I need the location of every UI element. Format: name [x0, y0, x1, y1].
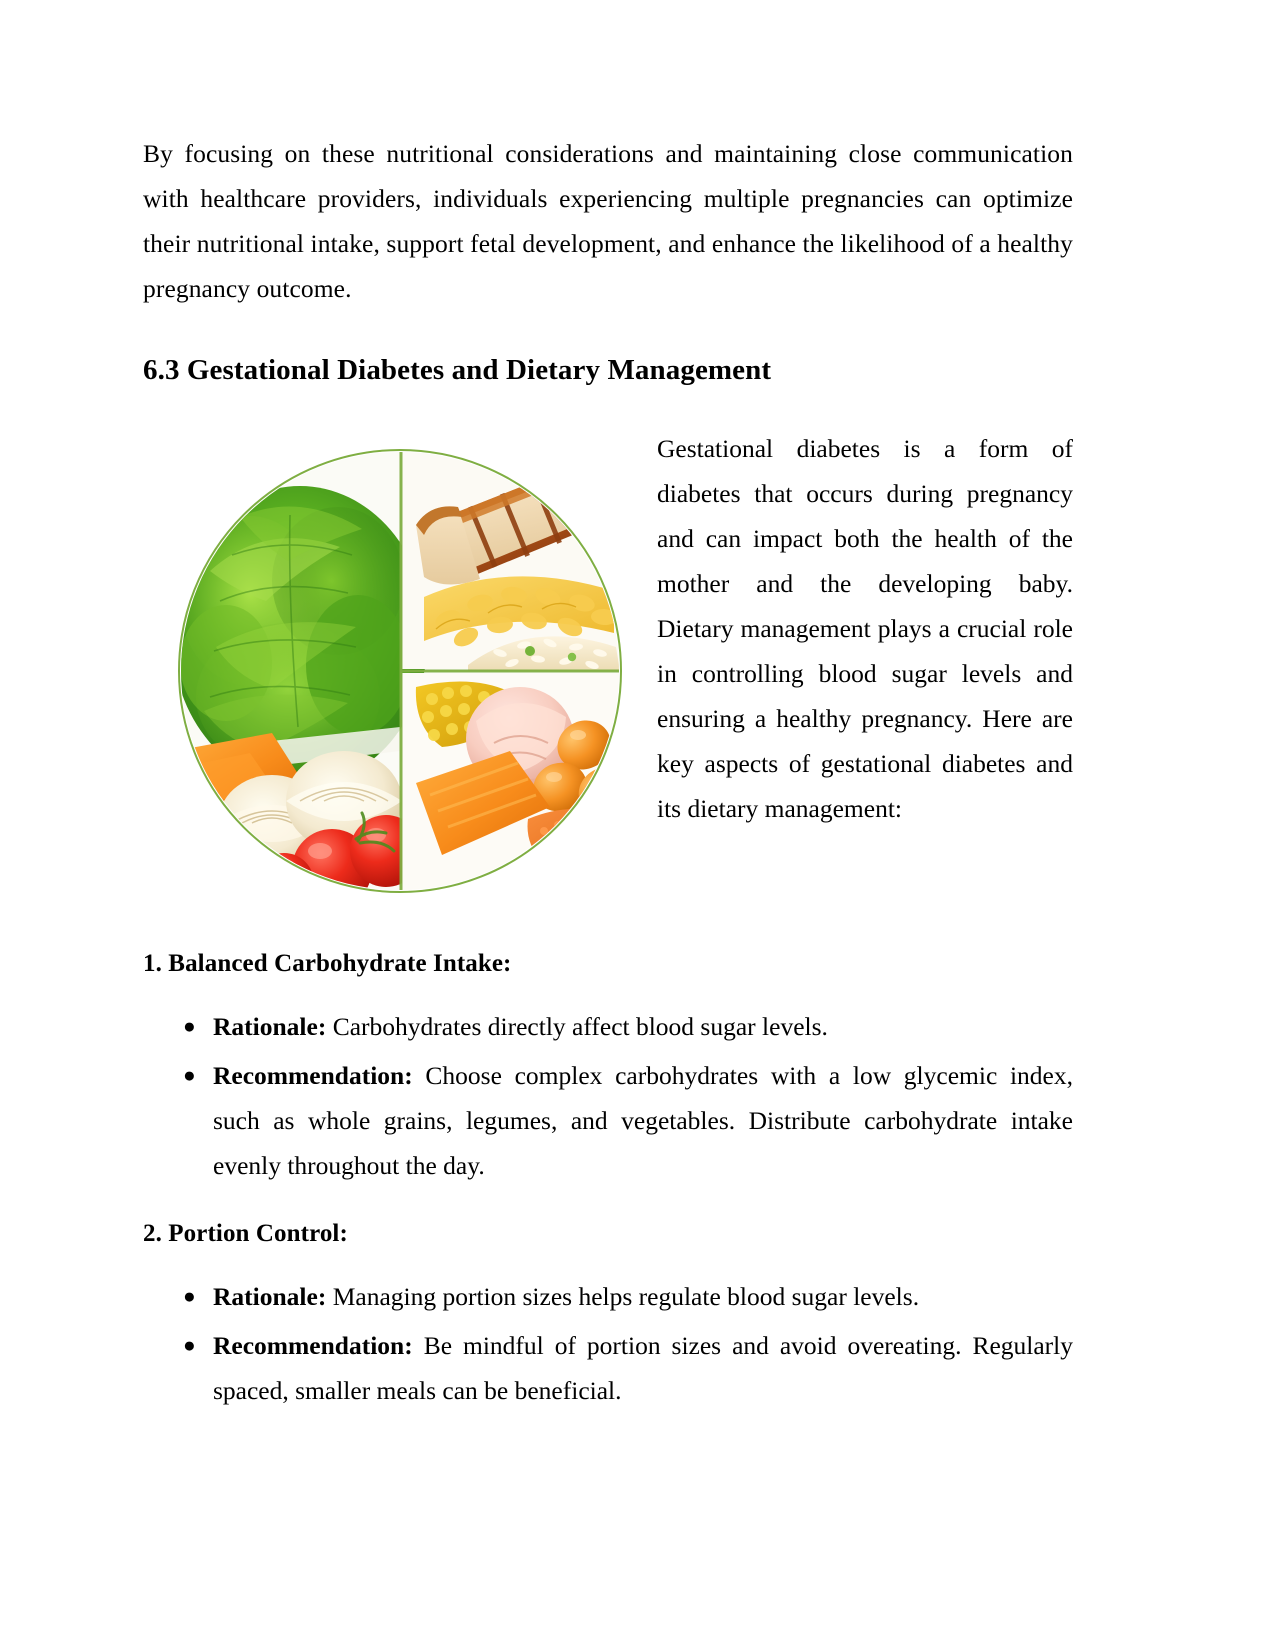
item-heading-1: 1. Balanced Carbohydrate Intake:	[143, 950, 512, 977]
healthy-plate-diagram	[178, 449, 622, 893]
healthy-plate-svg	[180, 451, 620, 891]
item-heading-2: 2. Portion Control:	[143, 1220, 348, 1247]
bullet-text: Choose complex carbohydrates with a low glycemic index, such as whole grains, legumes, and vegetables. Distribute carbohydrate intake evenly throughout the day.	[213, 1061, 1073, 1180]
bullet-list-2	[143, 1274, 1073, 1413]
page-content	[143, 131, 1073, 1417]
bullet-lead: Recommendation:	[213, 1331, 413, 1360]
bullet-text: Managing portion sizes helps regulate blood sugar levels.	[326, 1282, 920, 1311]
list-item	[143, 1004, 1073, 1049]
spacer	[143, 1192, 1073, 1216]
bullet-lead: Recommendation:	[213, 1061, 413, 1090]
bullet-marker-icon: ●	[183, 1014, 196, 1038]
bullet-list-1	[143, 1004, 1073, 1188]
figure-block	[143, 436, 627, 906]
intro-paragraph: By focusing on these nutritional considerations and maintaining close communication with healthcare providers, individuals experiencing multiple pregnancies can optimize their nutritional intake, support fetal development, and enhance the likelihood of a healthy pregnancy outcome.	[143, 139, 1073, 303]
bullet-text: Be mindful of portion sizes and avoid overeating. Regularly spaced, smaller meals can be beneficial.	[213, 1331, 1073, 1405]
plate-segment-grains	[402, 451, 620, 671]
plate-segment-vegetables	[180, 451, 428, 891]
spacer	[143, 912, 1073, 946]
figure-paragraph: Gestational diabetes is a form of diabetes that occurs during pregnancy and can impact both the health of the mother and the developing baby. Dietary management plays a crucial role in controlling blood sugar levels and ensuring a healthy pregnancy. Here are key aspects of gestational diabetes and its dietary management:	[657, 434, 1073, 823]
section-heading: 6.3 Gestational Diabetes and Dietary Management	[143, 354, 772, 386]
bullet-lead: Rationale:	[213, 1012, 327, 1041]
list-item	[143, 1274, 1073, 1319]
bullet-marker-icon: ●	[183, 1333, 196, 1357]
list-item	[143, 1053, 1073, 1188]
bullet-text: Carbohydrates directly affect blood sugar levels.	[326, 1012, 828, 1041]
bullet-marker-icon: ●	[183, 1063, 196, 1087]
list-item	[143, 1323, 1073, 1413]
plate-segment-protein	[402, 673, 620, 891]
bullet-marker-icon: ●	[183, 1284, 196, 1308]
bullet-lead: Rationale:	[213, 1282, 327, 1311]
